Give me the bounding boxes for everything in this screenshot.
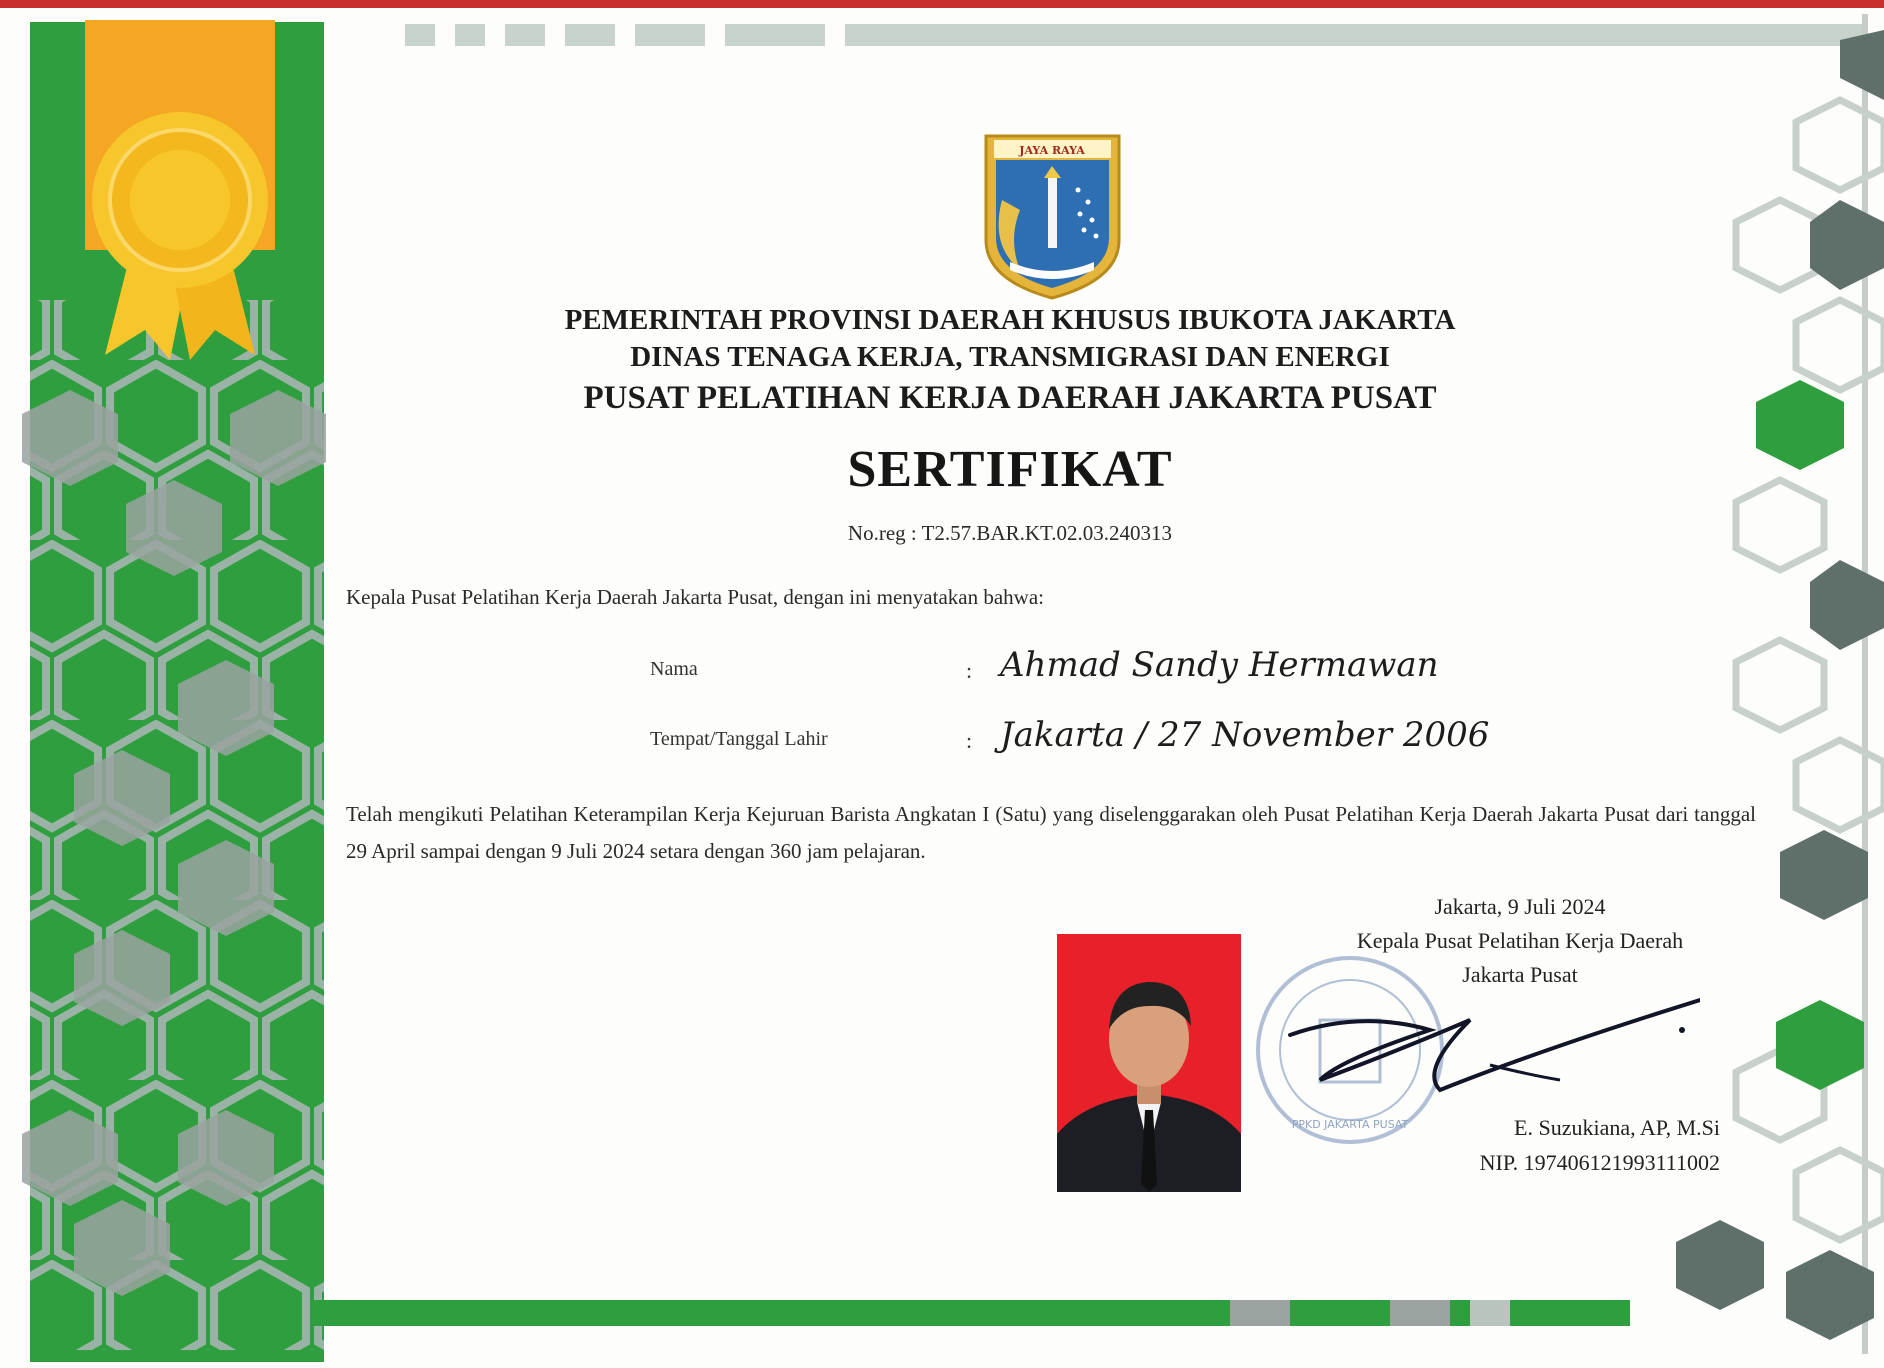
handwritten-signature (1280, 990, 1700, 1100)
jakarta-coat-of-arms-icon (980, 130, 1125, 302)
signer-position-line2: Jakarta Pusat (1462, 962, 1578, 987)
training-statement: Telah mengikuti Pelatihan Keterampilan Kerja Kejuruan Barista Angkatan I (Satu) yang diselenggarakan oleh Pusat Pelatihan Kerja Daerah Jakarta Pusat dari tanggal 29 April sampai dengan 9 Juli 2024 setara dengan 360 jam pelajaran. (346, 802, 1756, 863)
header-line-institution: PUSAT PELATIHAN KERJA DAERAH JAKARTA PUSAT (583, 380, 1437, 416)
svg-text:PPKD JAKARTA PUSAT: PPKD JAKARTA PUSAT (1291, 1118, 1409, 1131)
signer-name: E. Suzukiana, AP, M.Si (1514, 1115, 1720, 1140)
recipient-birth: Jakarta / 27 November 2006 (1000, 715, 1490, 755)
name-label: Nama (650, 658, 698, 680)
birth-label: Tempat/Tanggal Lahir (650, 728, 828, 750)
recipient-name: Ahmad Sandy Hermawan (1000, 645, 1439, 685)
header-line-agency: DINAS TENAGA KERJA, TRANSMIGRASI DAN ENERGI (630, 341, 1390, 373)
signer-position-line1: Kepala Pusat Pelatihan Kerja Daerah (1356, 928, 1684, 953)
intro-statement: Kepala Pusat Pelatihan Kerja Daerah Jakarta Pusat, dengan ini menyatakan bahwa: (346, 585, 1044, 609)
name-colon: : (966, 658, 973, 683)
issue-place-date: Jakarta, 9 Juli 2024 (1434, 894, 1606, 919)
header-line-government: PEMERINTAH PROVINSI DAERAH KHUSUS IBUKOTA JAKARTA (564, 304, 1456, 336)
signer-details (1340, 1110, 1720, 1180)
recipient-photo (1057, 934, 1241, 1192)
svg-text:JAYA RAYA: JAYA RAYA (1019, 144, 1085, 157)
signer-nip: NIP. 197406121993111002 (1479, 1150, 1720, 1175)
certificate-title: SERTIFIKAT (847, 441, 1173, 498)
registration-number: No.reg : T2.57.BAR.KT.02.03.240313 (847, 521, 1173, 545)
birth-colon: : (966, 728, 973, 753)
signature-block (1260, 890, 1780, 992)
